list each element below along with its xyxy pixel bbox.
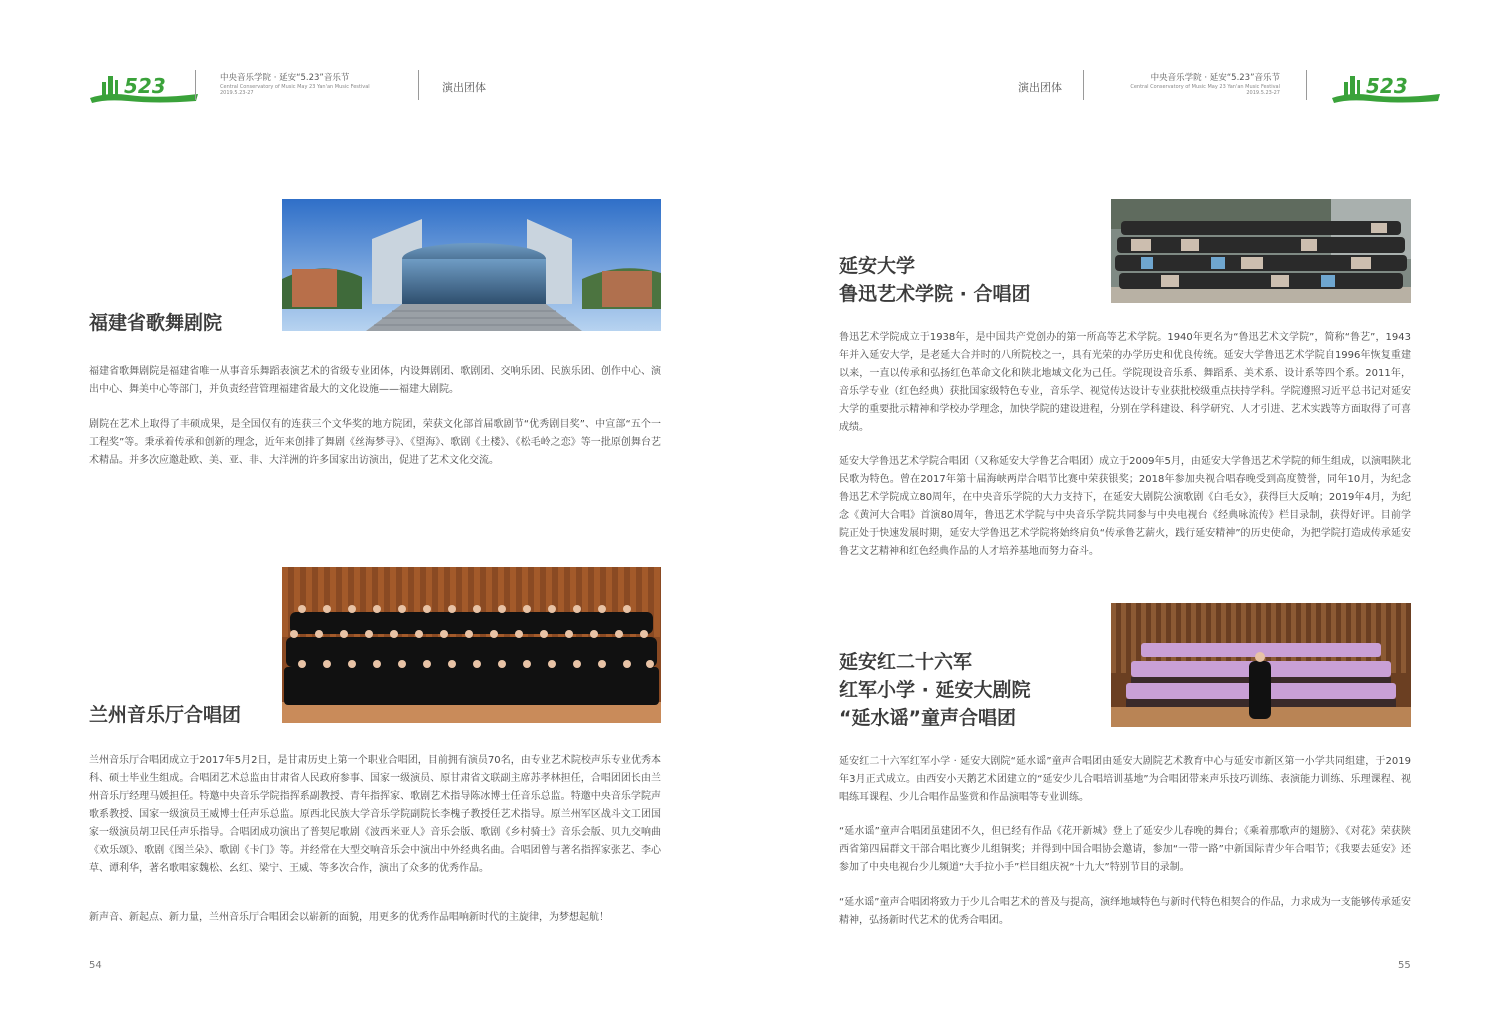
yanshuiyao-paragraph-3: “延水谣”童声合唱团将致力于少儿合唱艺术的普及与提高，演绎地域特色与新时代特色相契合的作品，力求成为一支能够传承延安精神，弘扬新时代艺术的优秀合唱团。 <box>839 897 1411 926</box>
yanan-university-title <box>839 252 1030 308</box>
yanan-university-title-line2: 鲁迅艺术学院 · 合唱团 <box>839 283 1031 305</box>
lanzhou-choir-photo <box>282 567 661 723</box>
festival-date: 2019.5.23-27 <box>1246 89 1280 96</box>
festival-name-en: Central Conservatory of Music May 23 Yan'an Music Festival <box>1130 83 1280 90</box>
yanshuiyao-childrens-choir-photo <box>1111 603 1411 727</box>
festival-date: 2019.5.23-27 <box>220 89 254 96</box>
festival-523-logo-icon <box>88 68 200 104</box>
lanzhou-paragraph-1: 兰州音乐厅合唱团成立于2017年5月2日，是甘肃历史上第一个职业合唱团，目前拥有演员70名，由专业艺术院校声乐专业优秀本科、硕士毕业生组成。合唱团艺术总监由甘肃省人民政府参事、国家一级演员、原甘肃省文联副主席苏孝林担任，合唱团团长由兰州音乐厅经理马媛担任。特邀中央音乐学院指挥系副教授、青年指挥家、歌剧艺术指导陈冰博士任音乐总监。特邀中央音乐学院声歌系教授、国家一级演员王威博士任声乐总监。原西北民族大学音乐学院副院长李槐子教授任艺术指导。原兰州军区战斗文工团国家一级演员胡卫民任声乐指导。合唱团成功演出了普契尼歌剧《波西米亚人》音乐会版、歌剧《乡村骑士》音乐会版、贝九交响曲《欢乐颂》、歌剧《图兰朵》、歌剧《卡门》等。并经常在大型交响音乐会中演出中外经典名曲。合唱团曾与著名指挥家张艺、李心草、谭利华，著名歌唱家魏松、幺红、梁宁、王威、等多次合作，演出了众多的优秀作品。 <box>89 755 661 874</box>
yanshuiyao-title-line3: “延水谣”童声合唱团 <box>839 707 1016 729</box>
section-label: 演出团体 <box>1018 81 1062 94</box>
header-divider <box>418 70 419 100</box>
festival-info <box>1104 73 1280 96</box>
festival-name: 中央音乐学院 · 延安“5.23”音乐节 <box>220 73 350 83</box>
section-label: 演出团体 <box>442 81 486 94</box>
yanshuiyao-title <box>839 648 1030 732</box>
svg-text:523: 523 <box>1366 74 1408 98</box>
festival-523-logo-icon <box>1330 68 1442 104</box>
lanzhou-paragraph-2: 新声音、新起点、新力量，兰州音乐厅合唱团会以崭新的面貌，用更多的优秀作品唱响新时代的主旋律，为梦想起航！ <box>89 912 609 923</box>
lanzhou-title: 兰州音乐厅合唱团 <box>89 704 242 726</box>
yanshuiyao-title-line1: 延安红二十六军 <box>839 651 973 673</box>
yanshuiyao-title-line2: 红军小学 · 延安大剧院 <box>839 679 1031 701</box>
yanshuiyao-paragraph-1: 延安红二十六军红军小学 · 延安大剧院“延水谣”童声合唱团由延安大剧院艺术教育中心与延安市新区第一小学共同组建，于2019年3月正式成立。由西安小天鹅艺术团建立的“延安少儿合唱培训基地”为合唱团带来声乐技巧训练、表演能力训练、乐理课程、视唱练耳课程、少儿合唱作品鉴赏和作品演唱等专业训练。 <box>839 756 1411 803</box>
yanan-university-title-line1: 延安大学 <box>839 255 916 277</box>
fujian-paragraph-1: 福建省歌舞剧院是福建省唯一从事音乐舞蹈表演艺术的省级专业团体，内设舞剧团、歌剧团、交响乐团、民族乐团、创作中心、演出中心、舞美中心等部门，并负责经营管理福建省最大的文化设施——福建大剧院。 <box>89 366 661 395</box>
festival-name: 中央音乐学院 · 延安“5.23”音乐节 <box>1150 73 1280 83</box>
right-page <box>750 0 1500 1017</box>
yanan-university-choir-photo <box>1111 199 1411 303</box>
yanshuiyao-paragraph-2: “延水谣”童声合唱团虽建团不久，但已经有作品《花开新城》登上了延安少儿春晚的舞台；《乘着那歌声的翅膀》、《对花》荣获陕西省第四届群文干部合唱比赛少儿组铜奖；并得到中国合唱协会邀请，参加“一带一路”中新国际青少年合唱节；《我要去延安》还参加了中央电视台少儿频道“大手拉小手”栏目组庆祝“十九大”特别节目的录制。 <box>839 826 1411 873</box>
yanan-university-paragraph-2: 延安大学鲁迅艺术学院合唱团（又称延安大学鲁艺合唱团）成立于2009年5月，由延安大学鲁迅艺术学院的师生组成，以演唱陕北民歌为特色。曾在2017年第十届海峡两岸合唱节比赛中荣获银奖；2018年参加央视合唱春晚受到高度赞誉，同年10月，为纪念鲁迅艺术学院成立80周年，在中央音乐学院的大力支持下，在延安大剧院公演歌剧《白毛女》，获得巨大反响；2019年4月，为纪念《黄河大合唱》首演80周年，鲁迅艺术学院与中央音乐学院共同参与中央电视台《经典咏流传》栏目录制，获得好评。目前学院正处于快速发展时期，延安大学鲁迅艺术学院将始终肩负“传承鲁艺薪火，践行延安精神”的历史使命，为把学院打造成传承延安鲁艺文艺精神和红色经典作品的人才培养基地而努力奋斗。 <box>839 456 1411 557</box>
fujian-paragraph-2: 剧院在艺术上取得了丰硕成果，是全国仅有的连获三个文华奖的地方院团，荣获文化部首届歌剧节“优秀剧目奖”、中宣部“五个一工程奖”等。秉承着传承和创新的理念，近年来创排了舞剧《丝海梦寻》、《望海》、歌剧《土楼》、《松毛岭之恋》等一批原创舞台艺术精品。并多次应邀赴欧、美、亚、非、大洋洲的许多国家出访演出，促进了艺术文化交流。 <box>89 419 661 466</box>
page-number: 54 <box>89 960 102 971</box>
festival-name-en: Central Conservatory of Music May 23 Yan'an Music Festival <box>220 83 370 90</box>
fujian-title: 福建省歌舞剧院 <box>89 312 223 334</box>
header-divider <box>1306 70 1307 100</box>
yanan-university-paragraph-1: 鲁迅艺术学院成立于1938年，是中国共产党创办的第一所高等艺术学院。1940年更名为“鲁迅艺术文学院”，简称“鲁艺”，1943年并入延安大学，是老延大合并时的八所院校之一，具有光荣的办学历史和优良传统。延安大学鲁迅艺术学院自1996年恢复重建以来，一直以传承和弘扬红色革命文化和陕北地域文化为己任。学院现设音乐系、舞蹈系、美术系、设计系等四个系。2011年，音乐学专业（红色经典）获批国家级特色专业，音乐学、视觉传达设计专业获批校级重点扶持学科。学院遵照习近平总书记对延安大学的重要批示精神和学校办学理念，加快学院的建设进程，分别在学科建设、科学研究、人才引进、艺术实践等方面取得了可喜成绩。 <box>839 332 1411 433</box>
page-number: 55 <box>1398 960 1411 971</box>
header-divider <box>1083 70 1084 100</box>
fujian-theatre-photo <box>282 199 661 331</box>
header-divider <box>195 70 196 100</box>
svg-text:523: 523 <box>124 74 166 98</box>
festival-info <box>220 73 370 96</box>
